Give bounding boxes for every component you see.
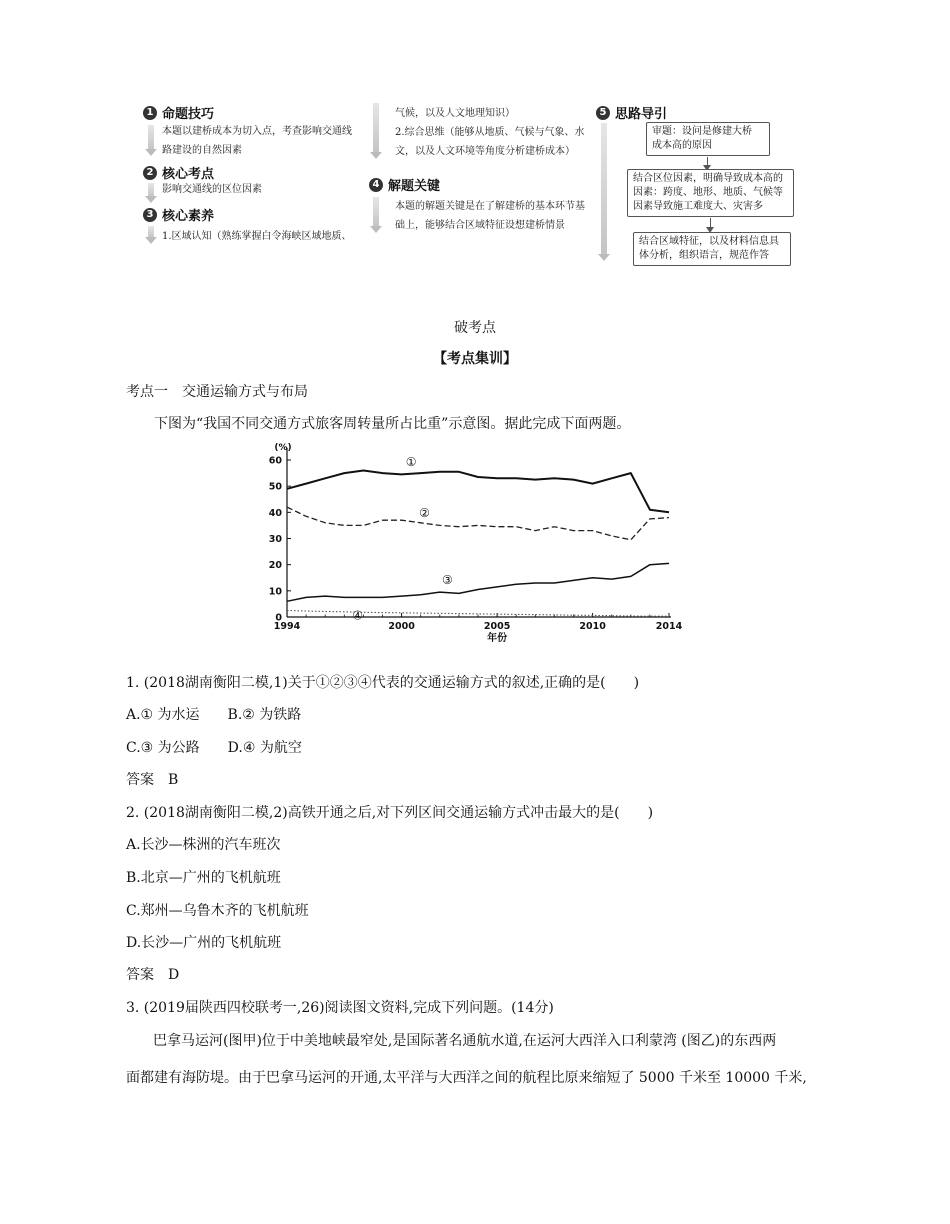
series-label-2: ② (419, 505, 430, 520)
flow-step-2: 结合区位因素，明确导致成本高的 因素：跨度、地形、地质、气候等 因素导致施工难度大、灾害多 (627, 169, 794, 217)
x-tick-label: 2000 (388, 621, 415, 632)
y-tick-label: 50 (268, 481, 282, 493)
y-tick-label: 60 (268, 455, 282, 467)
number-5-icon: 5 (596, 106, 610, 120)
number-1-icon: 1 (143, 106, 157, 120)
series-line-1 (287, 471, 669, 513)
page-subheading: 【考点集训】 (433, 351, 517, 367)
section-1-text: 本题以建桥成本为切入点，考查影响交通线 路建设的自然因素 (162, 126, 352, 156)
flow-step-1: 审题：设问是修建大桥 成本高的原因 (646, 122, 770, 156)
series-line-3 (287, 563, 669, 601)
question-2-option-c: C.郑州—乌鲁木齐的飞机航班 (126, 903, 309, 919)
question-2-answer: 答案 D (126, 967, 180, 983)
section-3-title: 核心素养 (162, 209, 215, 224)
series-line-2 (287, 507, 669, 540)
y-tick-label: 40 (268, 507, 282, 519)
number-2-icon: 2 (143, 166, 157, 180)
flow-arrow-icon (707, 157, 708, 165)
number-3-icon: 3 (143, 208, 157, 222)
series-label-4: ④ (352, 608, 364, 623)
line-chart (255, 436, 695, 648)
down-arrow-icon (148, 125, 154, 150)
x-tick-label: 2005 (483, 621, 511, 632)
section-2-title: 核心考点 (162, 167, 215, 182)
series-label-3: ③ (442, 573, 453, 588)
question-1-options-cd: C.③ 为公路 D.④ 为航空 (126, 740, 302, 756)
section-5-title: 思路导引 (615, 107, 668, 122)
flow-arrow-icon (710, 218, 711, 227)
question-2-stem: 2. (2018湖南衡阳二模,2)高铁开通之后,对下列区间交通运输方式冲击最大的是( ) (126, 805, 654, 821)
x-tick-label: 2010 (579, 621, 606, 632)
question-3-stem: 3. (2019届陕西四校联考一,26)阅读图文资料,完成下列问题。(14分) (126, 1000, 554, 1016)
question-2-option-a: A.长沙—株洲的汽车班次 (126, 837, 281, 853)
y-tick-label: 20 (268, 560, 282, 572)
page-heading: 破考点 (454, 320, 496, 336)
question-2-option-d: D.长沙—广州的飞机航班 (126, 935, 282, 951)
chart-axes (269, 443, 683, 644)
y-tick-label: 10 (268, 586, 282, 598)
question-3-paragraph-1: 巴拿马运河(图甲)位于中美地峡最窄处,是国际著名通航水道,在运河大西洋入口利蒙湾 (图乙)的东西两 (153, 1033, 777, 1049)
question-1-options-ab: A.① 为水运 B.② 为铁路 (126, 707, 302, 723)
chart-series (287, 471, 669, 617)
section-4-text: 本题的解题关键是在了解建桥的基本环节基 础上，能够结合区域特征设想建桥情景 (395, 201, 585, 231)
kaodian-title: 考点一 交通运输方式与布局 (126, 384, 308, 400)
section-3-heading (143, 205, 214, 224)
series-label-1: ① (405, 455, 417, 470)
section-5-heading (596, 103, 667, 122)
intro-text: 下图为“我国不同交通方式旅客周转量所占比重”示意图。据此完成下面两题。 (154, 416, 631, 432)
y-axis-label: (%) (274, 443, 292, 453)
question-3-paragraph-2: 面都建有海防堤。由于巴拿马运河的开通,太平洋与大西洋之间的航程比原来缩短了 5000 千米至 10000 千米, (126, 1070, 807, 1086)
question-1-answer: 答案 B (126, 772, 179, 788)
section-1-title: 命题技巧 (162, 107, 215, 122)
section-2-text: 影响交通线的区位因素 (162, 184, 262, 195)
down-arrow-icon (148, 183, 154, 197)
y-tick-label: 0 (275, 612, 282, 624)
section-3-continued: 气候，以及人文地理知识） 2.综合思维（能够从地质、气候与气象、水 文，以及人文环境等角度分析建桥成本） (395, 108, 585, 157)
x-tick-label: 1994 (273, 621, 301, 632)
question-1-stem: 1. (2018湖南衡阳二模,1)关于①②③④代表的交通运输方式的叙述,正确的是( ) (126, 675, 640, 691)
section-4-heading (369, 175, 440, 194)
x-axis-label: 年份 (487, 633, 508, 644)
number-4-icon: 4 (369, 178, 383, 192)
section-4-title: 解题关键 (388, 179, 441, 194)
down-arrow-icon (148, 226, 154, 238)
section-3-text: 1.区域认知（熟练掌握白令海峡区域地质、 (162, 231, 352, 242)
down-arrow-icon (601, 123, 607, 255)
x-tick-label: 2014 (655, 621, 683, 632)
down-arrow-icon (373, 197, 379, 227)
down-arrow-icon (373, 103, 379, 153)
y-tick-label: 30 (268, 534, 282, 545)
question-2-option-b: B.北京—广州的飞机航班 (126, 870, 281, 886)
section-1-heading (143, 103, 214, 122)
flow-step-3: 结合区域特征，以及材料信息具 体分析，组织语言，规范作答 (633, 232, 791, 266)
